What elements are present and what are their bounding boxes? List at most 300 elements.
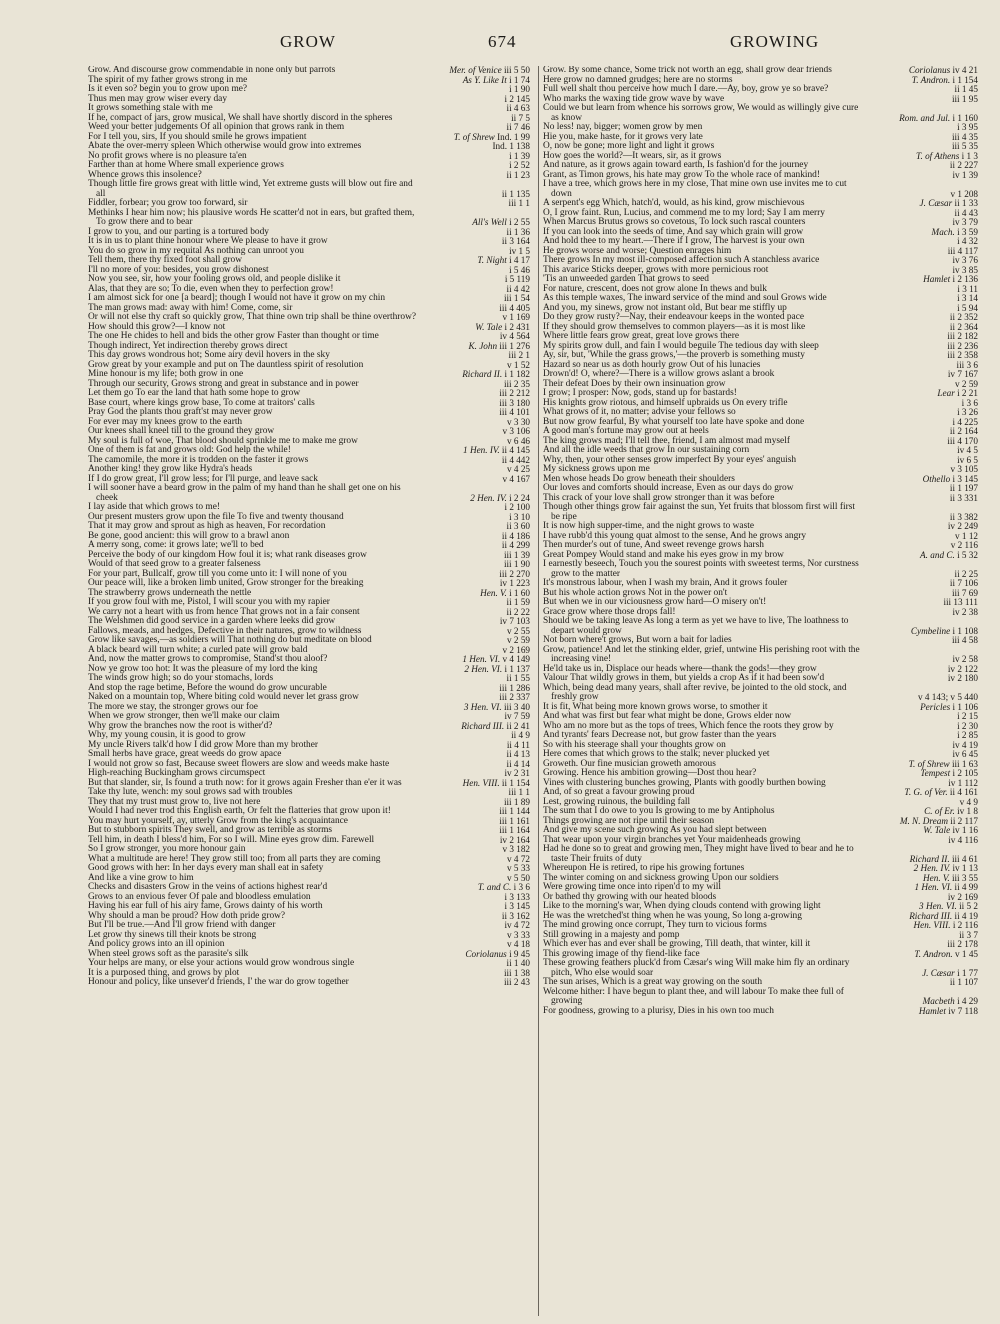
play-title: Mach.	[931, 226, 955, 237]
entry-quotation: The one He chides to hell and bids the other grow Faster than thought or time	[88, 331, 379, 341]
act-scene-line: ii 4 13	[506, 749, 530, 759]
concordance-entry	[88, 180, 530, 199]
play-title: Macbeth	[922, 996, 955, 1006]
act-scene-line: i 1 3	[961, 150, 978, 161]
right-column	[538, 66, 978, 1316]
entry-quotation: Like to the morning's war, When dying clouds contend with growing light	[543, 901, 821, 911]
act-scene-line: iii 2 182	[947, 331, 978, 341]
act-scene-line: iv 4 5	[957, 445, 978, 455]
entry-quotation: Though indirect, Yet indirection thereby grows direct	[88, 340, 288, 351]
entry-quotation: I have a tree, which grows here in my close, That mine own use invites me to cut down	[543, 179, 847, 199]
entry-quotation: The king grows mad; I'll tell thee, friend, I am almost mad myself	[543, 435, 790, 446]
act-scene-line: ii 3 331	[949, 492, 978, 503]
act-scene-line: ii 4 9	[511, 730, 530, 740]
act-scene-line: ii 4 11	[506, 739, 530, 750]
entry-quotation: And what was first but fear what might be done, Grows elder now	[543, 711, 792, 721]
act-scene-line: iii 2 337	[499, 692, 530, 702]
act-scene-line: v 4 9	[959, 796, 978, 807]
entry-quotation: What a multitude are here! They grow still too; from all parts they are coming	[88, 853, 381, 864]
entry-quotation: But when we in our viciousness grow hard—O misery on't!	[543, 597, 767, 607]
entry-quotation: Whence grows this insolence?	[88, 169, 202, 180]
act-scene-line: i 3 145	[952, 473, 978, 484]
play-title: T. Andron.	[911, 74, 951, 85]
act-scene-line: iii 1 161	[499, 815, 530, 826]
act-scene-line: v 1 52	[507, 359, 530, 370]
act-scene-line: iii 1 38	[503, 967, 530, 978]
act-scene-line: ii 2 117	[950, 815, 978, 826]
act-scene-line: i 2 105	[952, 768, 978, 778]
play-title: T. of Shrew	[908, 758, 950, 769]
entry-reference	[952, 636, 978, 646]
act-scene-line: ii 4 63	[506, 103, 530, 113]
entry-reference	[952, 608, 978, 618]
act-scene-line: i 1 154	[952, 74, 978, 85]
act-scene-line: iii 2 236	[947, 340, 978, 351]
act-scene-line: ii 3 164	[501, 236, 530, 246]
act-scene-line: i 5 94	[957, 302, 978, 313]
play-title: Richard III.	[909, 910, 953, 921]
entry-quotation: This avarice Sticks deeper, grows with more pernicious root	[543, 264, 769, 275]
entry-quotation: Why, then, your other senses grow imperfect By your eyes' anguish	[543, 454, 797, 465]
entry-quotation: When we grow stronger, then we'll make our claim	[88, 711, 280, 721]
entry-quotation: Would I had never trod this English earth, Or felt the flatteries that grow upon it!	[88, 806, 391, 816]
entry-quotation: I would not grow so fast, Because sweet flowers are slow and weeds make haste	[88, 758, 390, 769]
concordance-entry	[543, 959, 978, 978]
act-scene-line: iv 4 116	[948, 834, 978, 845]
entry-quotation: It grows something stale with me	[88, 103, 213, 113]
entry-quotation: He was the wretched'st thing when he was young, So long a-growing	[543, 910, 802, 921]
play-title: Tempest	[920, 768, 951, 778]
act-scene-line: ii 1 107	[949, 977, 978, 987]
act-scene-line: ii 7 106	[949, 578, 978, 588]
act-scene-line: ii 2 22	[506, 606, 530, 617]
play-title: Pericles	[920, 701, 951, 712]
act-scene-line: iii 2 1	[508, 350, 530, 360]
entry-quotation: And, now the matter grows to compromise, Stand'st thou aloof?	[88, 654, 328, 664]
entry-quotation: Good grows with her: In her days every man shall eat in safety	[88, 863, 324, 873]
entry-quotation: I earnestly beseech, Touch you the sourest points with sweetest terms, Nor curstness grow to the matter	[543, 559, 859, 579]
entry-quotation: I will sooner have a beard grow in the palm of my hand than he shall get one on his cheek	[88, 483, 401, 503]
act-scene-line: ii 4 43	[954, 207, 978, 218]
play-title: All's Well	[472, 217, 507, 227]
act-scene-line: ii 1 45	[954, 84, 978, 94]
entry-quotation: For ever may my knees grow to the earth	[88, 416, 243, 427]
act-scene-line: iv 2 164	[499, 834, 530, 845]
entry-quotation: Grow. And discourse grow commendable in none only but parrots	[88, 66, 336, 75]
act-scene-line: i 2 55	[509, 217, 530, 227]
entry-reference	[948, 836, 978, 846]
entry-quotation: Why grow the branches now the root is wither'd?	[88, 720, 273, 731]
entry-quotation: Should we be taking leave As long a term as yet we have to live, The loathness to depart would grow	[543, 616, 849, 636]
act-scene-line: iii 4 170	[947, 435, 978, 446]
entry-quotation: But that slander, sir, Is found a truth now: for it grows again Fresher than e'er it was	[88, 777, 402, 788]
act-scene-line: iv 2 38	[952, 606, 978, 617]
entry-quotation: If I do grow great, I'll grow less; for I'll purge, and leave sack	[88, 473, 318, 484]
entry-quotation: This growing image of thy fiend-like face	[543, 948, 700, 959]
act-scene-line: i 5 46	[509, 264, 530, 275]
entry-quotation: That it may grow and sprout as high as heaven, For recordation	[88, 521, 326, 531]
act-scene-line: i 3 133	[504, 891, 530, 902]
act-scene-line: iii 1 63	[951, 758, 978, 769]
entry-quotation: I grow to you, and our parting is a tortured body	[88, 226, 269, 237]
play-title: Lear	[937, 388, 955, 398]
act-scene-line: Ind. 1 99	[497, 131, 530, 142]
play-title: Rom. and Jul.	[899, 112, 951, 123]
entry-quotation: How goes the world?—It wears, sir, as it grows	[543, 150, 722, 161]
entry-reference	[920, 551, 978, 561]
act-scene-line: v 1 45	[955, 948, 978, 959]
running-head-right: GROWING	[730, 32, 820, 51]
entry-quotation: The sun arises, Which is a great way growing on the south	[543, 977, 763, 987]
act-scene-line: i 1 60	[509, 587, 530, 598]
entry-reference	[952, 95, 978, 105]
entry-quotation: I'll no more of you: besides, you grow dishonest	[88, 264, 269, 275]
act-scene-line: iii 1 39	[503, 549, 530, 560]
play-title: 2 Hen. IV.	[470, 492, 507, 503]
act-scene-line: iv 7 103	[499, 616, 530, 626]
entry-quotation: Another king! they grow like Hydra's heads	[88, 464, 253, 474]
entry-quotation: Welcome hither: I have begun to plant thee, and will labour To make thee full of growing	[543, 986, 844, 1006]
act-scene-line: ii 1 36	[506, 226, 530, 237]
entry-quotation: No less! nay, bigger; women grow by men	[543, 122, 703, 132]
entry-quotation: The strawberry grows underneath the nettle	[88, 587, 252, 598]
act-scene-line: iii 4 101	[499, 407, 530, 417]
act-scene-line: iii 2 212	[499, 388, 530, 398]
act-scene-line: iii 1 276	[499, 340, 530, 351]
play-title: Richard III.	[461, 720, 505, 731]
act-scene-line: v 4 149	[502, 654, 530, 664]
act-scene-line: ii 1 33	[954, 198, 978, 208]
entry-quotation: Base court, where kings grow base, To come at traitors' calls	[88, 397, 315, 408]
act-scene-line: v 2 59	[507, 635, 530, 645]
entry-quotation: The spirit of my father grows strong in me	[88, 74, 248, 85]
entry-quotation: For your part, Bullcalf, grow till you come unto it: I will none of you	[88, 568, 347, 579]
act-scene-line: iii 1 95	[951, 93, 978, 104]
act-scene-line: iii 3 55	[951, 872, 978, 883]
entry-quotation: Fallows, meads, and hedges, Defective in their natures, grow to wildness	[88, 625, 362, 636]
act-scene-line: i 2 85	[957, 730, 978, 740]
entry-quotation: A black beard will turn white; a curled pate will grow bald	[88, 644, 308, 655]
play-title: Cymbeline	[910, 625, 951, 636]
act-scene-line: v 4 18	[507, 939, 530, 949]
act-scene-line: i 2 100	[504, 502, 530, 512]
entry-quotation: Perceive the body of our kingdom How foul it is; what rank diseases grow	[88, 549, 367, 560]
entry-quotation: Or bathed thy growing with our heated bloods	[543, 891, 717, 902]
play-title: W. Tale	[475, 321, 503, 332]
act-scene-line: iii 5 35	[951, 141, 978, 151]
play-title: As Y. Like It	[462, 74, 507, 85]
entry-quotation: He grows worse and worse; Question enrages him	[543, 245, 732, 256]
act-scene-line: i 1 39	[509, 150, 530, 161]
act-scene-line: ii 2 41	[506, 720, 530, 731]
act-scene-line: v 2 59	[955, 378, 978, 389]
act-scene-line: i 1 137	[504, 663, 530, 674]
entry-quotation: I grow; I prosper: Now, gods, stand up for bastards!	[543, 388, 737, 398]
act-scene-line: iii 7 69	[951, 587, 978, 598]
act-scene-line: i 1 182	[504, 369, 530, 379]
concordance-entry	[88, 484, 530, 503]
concordance-entry	[543, 560, 978, 579]
act-scene-line: ii 1 135	[501, 188, 530, 199]
entry-quotation: Full well shalt thou perceive how much I dare.—Ay, boy, grow ye so brave?	[543, 84, 829, 94]
play-title: Richard II.	[909, 853, 950, 864]
entry-quotation: Methinks I hear him now; his plausive words He scatter'd not in ears, but grafted them, To grow there and to bear	[88, 207, 415, 227]
act-scene-line: ii 3 60	[506, 521, 530, 531]
act-scene-line: i 3 6	[513, 882, 530, 892]
entry-quotation: He'ld take us in, Displace our heads where—thank the gods!—they grow	[543, 663, 817, 674]
act-scene-line: ii 4 161	[949, 787, 978, 797]
act-scene-line: i 3 10	[509, 511, 530, 522]
entry-quotation: And nature, as it grows again toward earth, Is fashion'd for the journey	[543, 160, 809, 170]
entry-quotation: Still growing in a majesty and pomp	[543, 929, 680, 940]
act-scene-line: iii 4 58	[951, 635, 978, 645]
concordance-entry	[543, 646, 978, 665]
entry-quotation: Grow great by your example and put on The dauntless spirit of resolution	[88, 359, 364, 370]
act-scene-line: iv 1 5	[509, 245, 530, 256]
act-scene-line: iii 3 6	[956, 359, 978, 370]
act-scene-line: i 2 24	[509, 492, 530, 503]
entry-reference	[502, 475, 530, 485]
act-scene-line: i 2 136	[952, 274, 978, 284]
concordance-entry	[543, 503, 978, 522]
act-scene-line: ii 5 2	[959, 901, 978, 911]
entry-quotation: If they should grow themselves to common players—as it is most like	[543, 321, 806, 332]
act-scene-line: i 4 32	[957, 236, 978, 246]
entry-quotation: If you can look into the seeds of time, And say which grain will grow	[543, 226, 804, 237]
entry-quotation: My soul is full of woe, That blood should sprinkle me to make me grow	[88, 435, 358, 446]
entry-quotation: Through our security, Grows strong and great in substance and in power	[88, 378, 359, 389]
play-title: Hen. V.	[480, 587, 507, 598]
entry-quotation: His knights grow riotous, and himself upbraids us On every trifle	[543, 397, 788, 408]
entry-quotation: For goodness, growing to a plurisy, Dies in his own too much	[543, 1005, 774, 1016]
entry-quotation: Small herbs have grace, great weeds do grow apace	[88, 749, 282, 759]
act-scene-line: i 5 119	[504, 274, 530, 284]
play-title: J. Cæsar	[919, 198, 953, 208]
entry-quotation: The more we stay, the stronger grows our foe	[88, 701, 258, 712]
act-scene-line: i 5 32	[957, 549, 978, 560]
entry-quotation: This crack of your love shall grow stronger than it was before	[543, 492, 775, 503]
act-scene-line: v 4 25	[507, 464, 530, 474]
act-scene-line: i 3 14	[957, 293, 978, 303]
entry-quotation: 'Tis an unweeded garden That grows to seed	[543, 274, 709, 284]
entry-quotation: I have rubb'd this young quat almost to the sense, And he grows angry	[543, 530, 807, 541]
act-scene-line: iv 4 21	[952, 66, 978, 75]
act-scene-line: i 3 6	[961, 397, 978, 408]
act-scene-line: iv 4 72	[504, 920, 530, 930]
act-scene-line: v 1 169	[502, 312, 530, 322]
act-scene-line: v 4 167	[502, 473, 530, 484]
entry-quotation: Ay, sir, but, 'While the grass grows,'—the proverb is something musty	[543, 350, 805, 360]
entry-quotation: Now ye grow too hot: It was the pleasure of my lord the king	[88, 663, 318, 674]
play-title: 1 Hen. VI.	[914, 882, 953, 892]
act-scene-line: iii 4 61	[951, 853, 978, 864]
entry-quotation: Do they grow rusty?—Nay, their endeavour keeps in the wonted pace	[543, 312, 805, 322]
play-title: K. John	[468, 340, 498, 351]
act-scene-line: iv 1 13	[952, 863, 978, 873]
entry-quotation: Which ever has and ever shall be growing, Till death, that winter, kill it	[543, 939, 811, 949]
entry-quotation: Drown'd! O, where?—There is a willow grows aslant a brook	[543, 369, 775, 379]
act-scene-line: iv 3 79	[952, 217, 978, 227]
entry-quotation: Though other things grow fair against the sun, Yet fruits that blossom first will first be ripe	[543, 502, 855, 522]
entry-quotation: The camomile, the more it is trodden on the faster it grows	[88, 454, 309, 465]
act-scene-line: iii 1 1	[508, 198, 530, 208]
entry-quotation: A merry song, come: it grows late; we'll to bed	[88, 540, 264, 550]
entry-quotation: And all the idle weeds that grow In our sustaining corn	[543, 445, 750, 455]
play-title: W. Tale	[923, 825, 951, 835]
entry-quotation: One of them is fat and grows old: God help the while!	[88, 445, 291, 455]
act-scene-line: iii 4 117	[947, 245, 978, 256]
entry-reference	[948, 674, 978, 684]
act-scene-line: i 9 45	[509, 948, 530, 959]
entry-quotation: The mind growing once corrupt, They turn to vicious forms	[543, 920, 767, 930]
entry-quotation: My uncle Rivers talk'd how I did grow More than my brother	[88, 739, 319, 750]
play-title: 1 Hen. IV.	[463, 445, 500, 455]
entry-quotation: Valour That wildly grows in them, but yields a crop As if it had been sow'd	[543, 673, 825, 683]
entry-quotation: Grow like savages,—as soldiers will That nothing do but meditate on blood	[88, 635, 372, 645]
entry-quotation: Tell him, in death I bless'd him, For so I will. Mine eyes grow dim. Farewell	[88, 834, 375, 845]
entry-quotation: Why should a man be proud? How doth pride grow?	[88, 910, 286, 921]
act-scene-line: iv 3 76	[952, 255, 978, 265]
act-scene-line: iii 1 164	[499, 825, 530, 835]
act-scene-line: i 1 90	[509, 84, 530, 94]
entry-quotation: Here comes that which grows to the stalk; never plucked yet	[543, 749, 770, 759]
act-scene-line: iii 3 40	[503, 701, 530, 712]
entry-quotation: Take thy lute, wench: my soul grows sad with troubles	[88, 787, 293, 797]
entry-quotation: Abate the over-merry spleen Which otherwise would grow into extremes	[88, 141, 362, 151]
act-scene-line: v 3 30	[507, 416, 530, 427]
act-scene-line: ii 1 59	[506, 597, 530, 607]
act-scene-line: i 3 11	[957, 283, 978, 294]
act-scene-line: v 5 33	[507, 863, 530, 873]
act-scene-line: iii 3 180	[499, 397, 530, 408]
play-title: Othello	[922, 473, 951, 484]
act-scene-line: i 3 95	[957, 122, 978, 132]
play-title: Richard II.	[462, 369, 503, 379]
entry-reference	[950, 494, 978, 504]
concordance-entry	[543, 617, 978, 636]
act-scene-line: v 3 105	[950, 464, 978, 474]
entry-quotation: It is in us to plant thine honour where We please to have it grow	[88, 236, 328, 246]
entry-quotation: Not born where't grows, But worn a bait for ladies	[543, 635, 732, 645]
act-scene-line: v 4 143; v 5 440	[918, 692, 978, 702]
concordance-entry	[543, 1007, 978, 1017]
act-scene-line: iv 2 249	[947, 521, 978, 531]
act-scene-line: i 1 77	[957, 967, 978, 978]
entry-quotation: Would of that seed grow to a greater falseness	[88, 559, 261, 569]
act-scene-line: ii 1 40	[506, 958, 530, 968]
act-scene-line: iii 2 178	[947, 939, 978, 949]
entry-quotation: Mine honour is my life; both grow in one	[88, 369, 244, 379]
act-scene-line: i 2 15	[957, 711, 978, 721]
act-scene-line: ii 4 145	[501, 445, 530, 455]
act-scene-line: i 4 17	[509, 255, 530, 265]
act-scene-line: v 5 50	[507, 872, 530, 883]
act-scene-line: ii 7 5	[511, 112, 530, 123]
play-title: 3 Hen. VI.	[919, 901, 957, 911]
entry-quotation: Weed your better judgements Of all opinion that grows rank in them	[88, 122, 345, 132]
entry-quotation: Things growing are not ripe until their season	[543, 815, 715, 826]
act-scene-line: ii 1 154	[501, 777, 530, 788]
entry-quotation: Then murder's out of tune, And sweet revenge grows harsh	[543, 540, 764, 550]
entry-quotation: For I tell you, sirs, If you should smile he grows impatient	[88, 131, 307, 142]
entry-quotation: Had he done so to great and growing men, They might have lived to bear and he to taste Their fruits of duty	[543, 844, 854, 864]
entry-quotation: So with his steerage shall your thoughts grow on	[543, 739, 726, 750]
act-scene-line: ii 4 14	[506, 758, 530, 769]
entry-quotation: A serpent's egg Which, hatch'd, would, as his kind, grow mischievous	[543, 198, 805, 208]
act-scene-line: i 1 108	[952, 625, 978, 636]
entry-quotation: I am almost sick for one [a beard]; though I would not have it grow on my chin	[88, 293, 386, 303]
act-scene-line: iv 7 118	[948, 1005, 978, 1016]
act-scene-line: Ind. 1 138	[492, 141, 530, 151]
act-scene-line: iv 7 167	[947, 369, 978, 379]
play-title: 3 Hen. VI.	[463, 701, 502, 712]
entry-quotation: Vines with clustering bunches growing, Plants with goodly burthen bowing	[543, 777, 826, 788]
entry-quotation: That wear upon your virgin branches yet Your maidenheads growing	[543, 834, 801, 845]
entry-quotation: No profit grows where is no pleasure ta'en	[88, 150, 247, 161]
play-title: Mer. of Venice	[449, 66, 502, 75]
entry-quotation: But to stubborn spirits They swell, and grow as terrible as storms	[88, 825, 333, 835]
entry-quotation: It is now high supper-time, and the night grows to waste	[543, 521, 754, 531]
play-title: T. G. of Ver.	[904, 787, 948, 797]
entry-quotation: And tyrants' fears Decrease not, but grow faster than the years	[543, 730, 777, 740]
act-scene-line: iii 4 35	[951, 131, 978, 142]
entry-quotation: Our present musters grow upon the file To five and twenty thousand	[88, 511, 344, 522]
entry-reference	[952, 171, 978, 181]
entry-quotation: Our knees shall kneel till to the ground they grow	[88, 426, 275, 436]
entry-quotation: Be gone, good ancient: this will grow to a brawl anon	[88, 530, 290, 541]
entry-quotation: A good man's fortune may grow out at heels	[543, 426, 709, 436]
entry-quotation: Hazard so near us as doth hourly grow Out of his lunacies	[543, 359, 761, 370]
act-scene-line: i 2 21	[957, 388, 978, 398]
entry-quotation: It is a purposed thing, and grows by plot	[88, 967, 240, 978]
entry-quotation: Now you see, sir, how your fooling grows old, and people dislike it	[88, 274, 341, 284]
entry-quotation: But I'll be true.—And I'll grow friend with danger	[88, 920, 276, 930]
entry-quotation: Checks and disasters Grow in the veins of actions highest rear'd	[88, 882, 328, 892]
act-scene-line: iii 1 144	[499, 806, 530, 816]
entry-reference	[914, 950, 978, 960]
act-scene-line: iii 2 270	[499, 568, 530, 579]
entry-quotation: You do so grow in my requital As nothing can unroot you	[88, 245, 304, 256]
entry-quotation: Thus men may grow wiser every day	[88, 93, 228, 104]
entry-quotation: How should this grow?—I know not	[88, 321, 226, 332]
entry-quotation: O, I grow faint. Run, Lucius, and commend me to my lord; Say I am merry	[543, 207, 825, 218]
act-scene-line: v 1 12	[955, 530, 978, 541]
act-scene-line: iv 6 45	[952, 749, 978, 759]
entry-quotation: The man grows mad: away with him! Come, come, sir	[88, 302, 293, 313]
entry-quotation: The winds grow high; so do your stomachs, lords	[88, 673, 274, 683]
act-scene-line: ii 4 442	[501, 454, 530, 465]
concordance-entry	[88, 978, 530, 988]
entry-quotation: Farther than at home Where small experience grows	[88, 160, 284, 170]
entry-quotation: And hold thee to my heart.—There if I grow, The harvest is your own	[543, 236, 805, 246]
entry-quotation: What grows of it, no matter; advise your fellows so	[543, 407, 736, 417]
concordance-entry	[543, 180, 978, 199]
act-scene-line: iv 2 122	[947, 663, 978, 674]
act-scene-line: v 3 106	[502, 426, 530, 436]
act-scene-line: iv 2 58	[952, 654, 978, 664]
act-scene-line: iii 4 405	[499, 302, 530, 313]
act-scene-line: iii 2 35	[503, 378, 530, 389]
entry-quotation: Though little fire grows great with little wind, Yet extreme gusts will blow out fire and all	[88, 179, 413, 199]
act-scene-line: iii 2 358	[947, 350, 978, 360]
entry-quotation: So I grow stronger, you more honour gain	[88, 844, 246, 854]
entry-quotation: This day grows wondrous hot; Some airy devil hovers in the sky	[88, 350, 330, 360]
entry-quotation: Could we but learn from whence his sorrows grow, We would as willingly give cure as know	[543, 103, 859, 123]
act-scene-line: ii 4 19	[954, 910, 978, 921]
act-scene-line: iv 7 59	[504, 711, 530, 721]
play-title: C. of Er.	[924, 806, 955, 816]
play-title: T. Andron.	[914, 948, 953, 959]
